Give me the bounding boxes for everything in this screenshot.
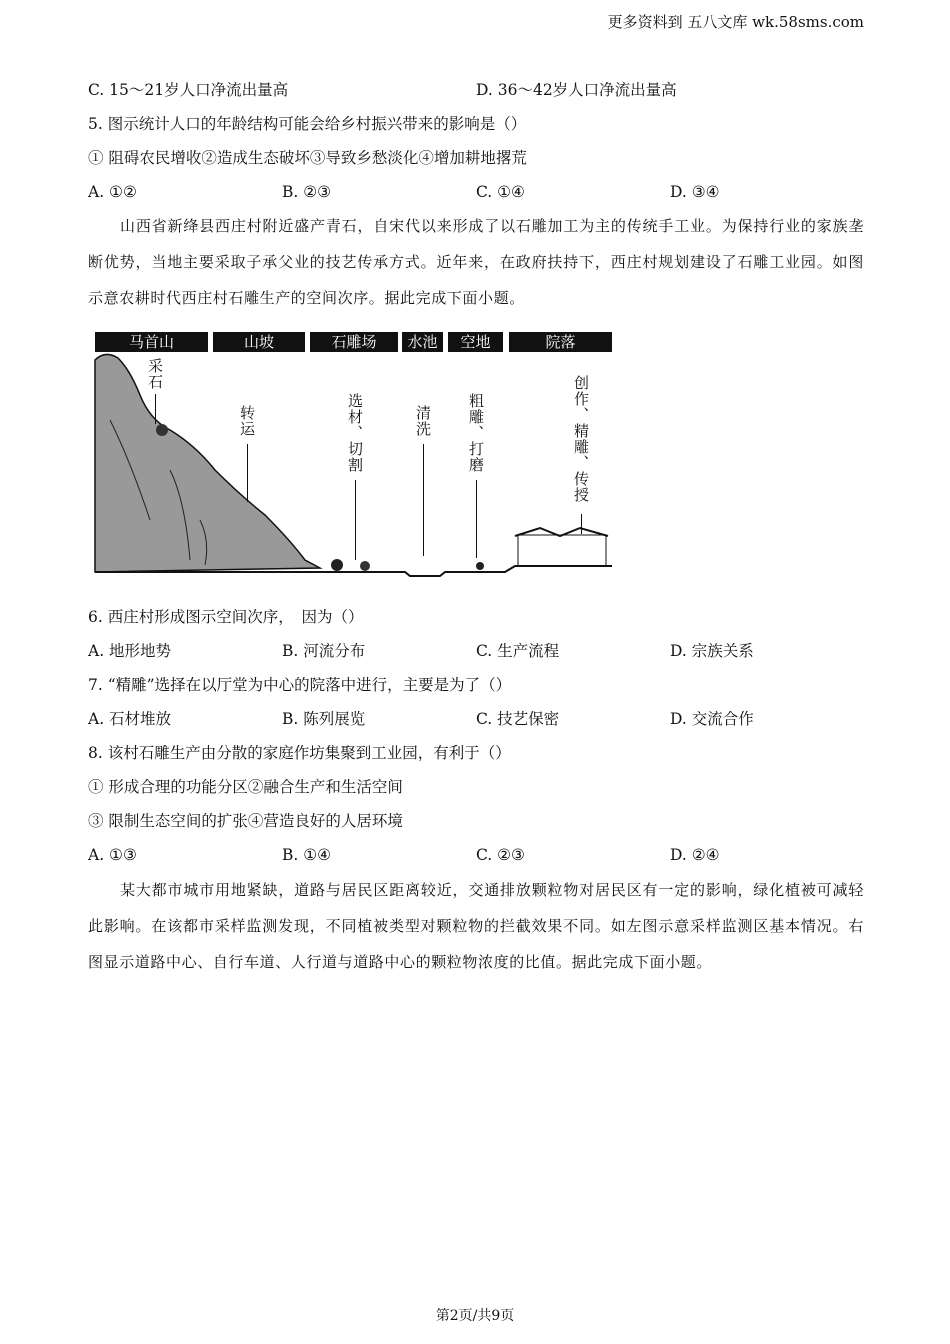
zone-label: 水池: [402, 332, 443, 352]
zone-label: 院落: [509, 332, 612, 352]
q8-option-d: D. ②④: [670, 846, 720, 864]
q6-option-d: D. 宗族关系: [670, 642, 754, 660]
passage-particulate: 某大都市城市用地紧缺，道路与居民区距离较近，交通排放颗粒物对居民区有一定的影响，绿化植被可减轻此影响。在该都市采样监测发现，不同植被类型对颗粒物的拦截效果不同。如左图示意采样监测区基本情况。右图显示道路中心、自行车道、人行道与道路中心的颗粒物浓度的比值。据此完成下面小题。: [88, 881, 864, 971]
q8-option-c: C. ②③: [476, 846, 525, 864]
watermark-header: 更多资料到 五八文库 wk.58sms.com: [607, 13, 864, 31]
activity-label: 创作、精雕、传授: [572, 375, 590, 503]
q7-option-d: D. 交流合作: [670, 710, 754, 728]
q7-option-a: A. 石材堆放: [88, 710, 172, 728]
q7-option-b: B. 陈列展览: [282, 710, 366, 728]
activity-label: 粗雕、打磨: [467, 393, 485, 473]
q5-items: ① 阻碍农民增收②造成生态破坏③导致乡愁淡化④增加耕地撂荒: [88, 149, 527, 167]
q6-option-b: B. 河流分布: [282, 642, 366, 660]
page-footer: 第2页/共9页: [435, 1308, 515, 1324]
q4-option-c: C. 15～21岁人口净流出量高: [88, 81, 289, 99]
q6-option-c: C. 生产流程: [476, 642, 560, 660]
q6-stem: 6. 西庄村形成图示空间次序， 因为（）: [88, 608, 364, 626]
q8-items-1: ① 形成合理的功能分区②融合生产和生活空间: [88, 778, 403, 796]
zone-label: 石雕场: [310, 332, 398, 352]
zone-label: 山坡: [213, 332, 305, 352]
q4-option-d: D. 36～42岁人口净流出量高: [476, 81, 677, 99]
q8-option-a: A. ①③: [88, 846, 137, 864]
activity-label: 转运: [238, 405, 256, 437]
passage-stone-carving: 山西省新绛县西庄村附近盛产青石，自宋代以来形成了以石雕加工为主的传统手工业。为保持行业的家族垄断优势，当地主要采取子承父业的技艺传承方式。近年来，在政府扶持下，西庄村规划建设了石雕工业园。如图示意农耕时代西庄村石雕生产的空间次序。据此完成下面小题。: [88, 217, 864, 307]
activity-label: 采石: [146, 358, 164, 390]
q5-stem: 5. 图示统计人口的年龄结构可能会给乡村振兴带来的影响是（）: [88, 115, 527, 133]
q8-option-b: B. ①④: [282, 846, 332, 864]
q5-option-b: B. ②③: [282, 183, 332, 201]
q7-option-c: C. 技艺保密: [476, 710, 560, 728]
q5-option-a: A. ①②: [88, 183, 137, 201]
q7-stem: 7. “精雕”选择在以厅堂为中心的院落中进行，主要是为了（）: [88, 676, 512, 694]
q8-stem: 8. 该村石雕生产由分散的家庭作坊集聚到工业园，有利于（）: [88, 744, 511, 762]
q5-option-d: D. ③④: [670, 183, 720, 201]
q8-items-2: ③ 限制生态空间的扩张④营造良好的人居环境: [88, 812, 403, 830]
terrain-illustration: [0, 0, 950, 600]
activity-label: 选材、切割: [346, 393, 364, 473]
activity-label: 清洗: [414, 405, 432, 437]
zone-label: 马首山: [95, 332, 208, 352]
zone-label: 空地: [448, 332, 503, 352]
q5-option-c: C. ①④: [476, 183, 525, 201]
q6-option-a: A. 地形地势: [88, 642, 172, 660]
